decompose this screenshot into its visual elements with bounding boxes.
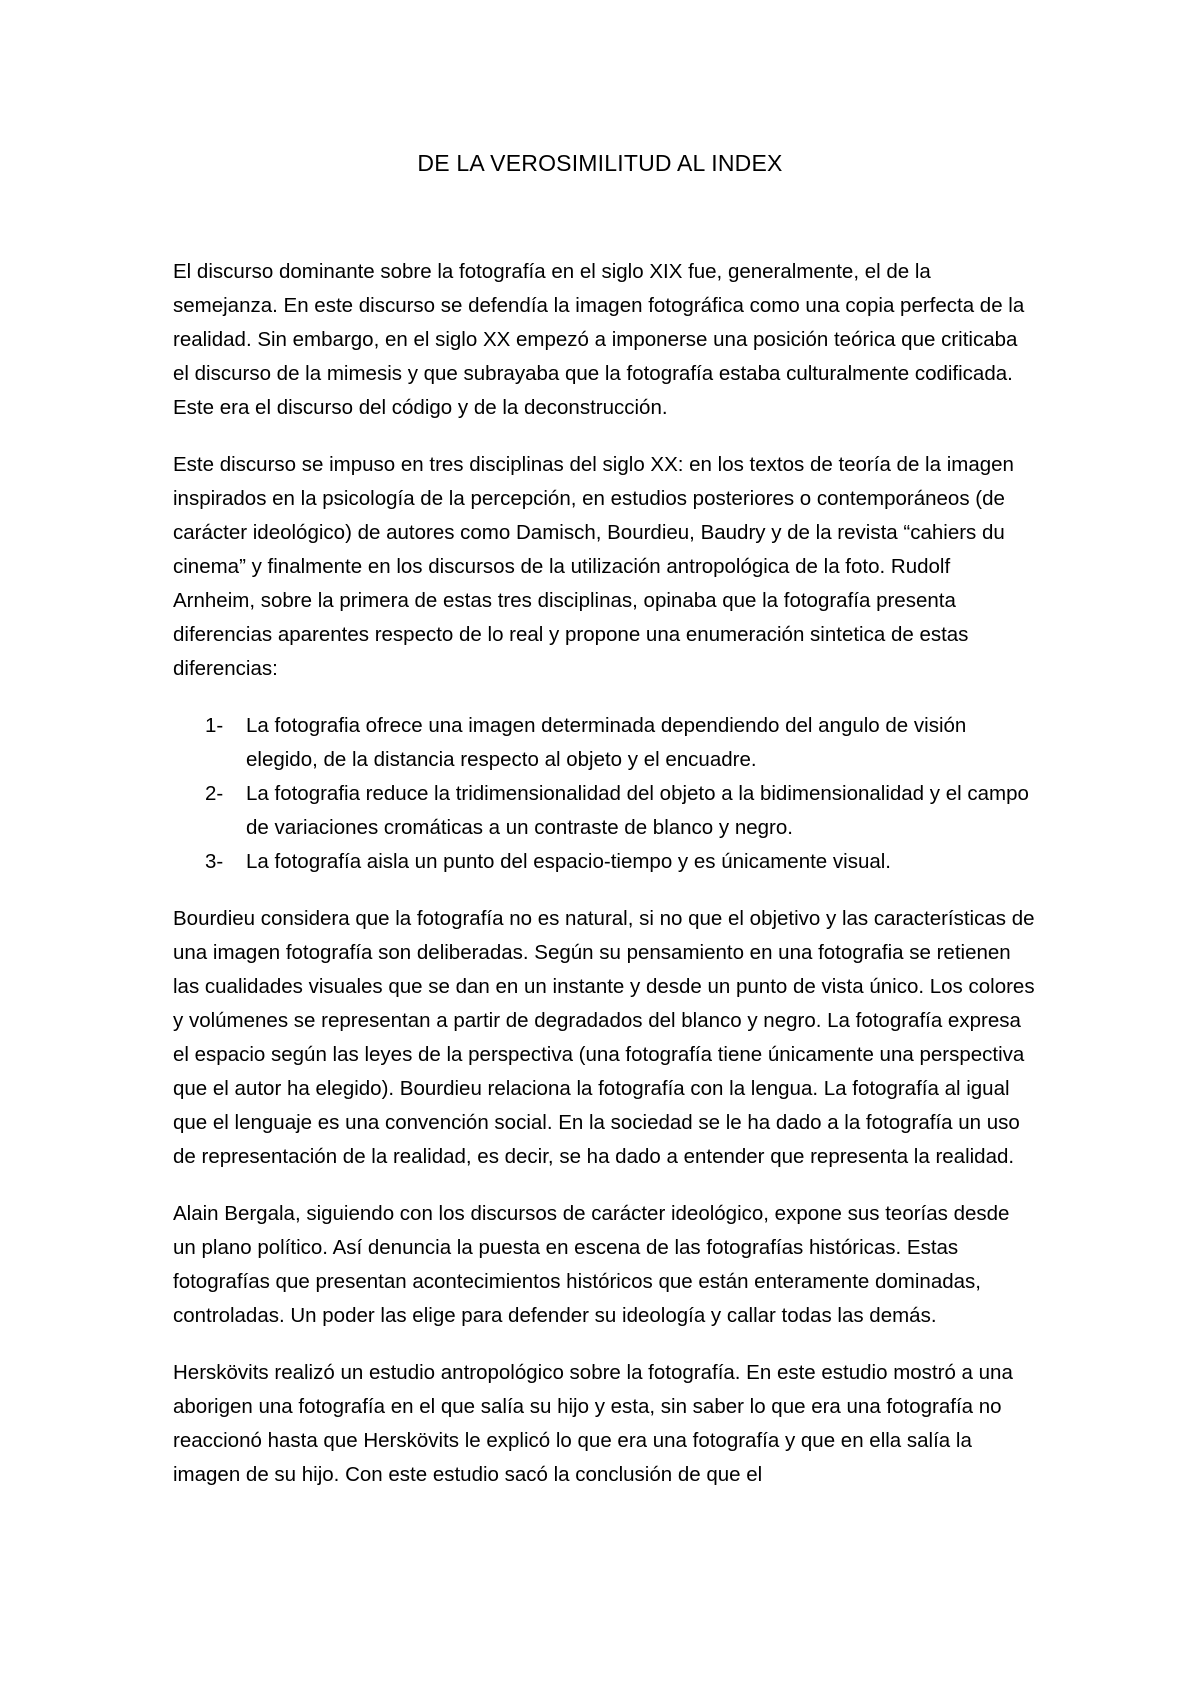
document-title: DE LA VEROSIMILITUD AL INDEX — [417, 150, 783, 176]
list-item — [173, 777, 1035, 845]
numbered-list — [173, 709, 1035, 879]
document-body — [173, 255, 1035, 1515]
paragraph: Bourdieu considera que la fotografía no es natural, si no que el objetivo y las características de una imagen fotografía son deliberadas. Según su pensamiento en una fotografia se retienen las cualidades visuales que se dan en un instante y desde un punto de vista único. Los colores y volúmenes se representan a partir de degradados del blanco y negro. La fotografía expresa el espacio según las leyes de la perspectiva (una fotografía tiene únicamente una perspectiva que el autor ha elegido). Bourdieu relaciona la fotografía con la lengua. La fotografía al igual que el lenguaje es una convención social. En la sociedad se le ha dado a la fotografía un uso de representación de la realidad, es decir, se ha dado a entender que representa la realidad. — [173, 907, 1035, 1168]
paragraph: El discurso dominante sobre la fotografía en el siglo XIX fue, generalmente, el de la semejanza. En este discurso se defendía la imagen fotográfica como una copia perfecta de la realidad. Sin embargo, en el siglo XX empezó a imponerse una posición teórica que criticaba el discurso de la mimesis y que subrayaba que la fotografía estaba culturalmente codificada. Este era el discurso del código y de la deconstrucción. — [173, 260, 1025, 419]
list-item-number: 2- — [205, 782, 224, 805]
list-item-text: La fotografia reduce la tridimensionalidad del objeto a la bidimensionalidad y el campo de variaciones cromáticas a un contraste de blanco y negro. — [246, 782, 1029, 839]
list-item-number: 3- — [205, 850, 224, 873]
list-item-text: La fotografía aisla un punto del espacio-tiempo y es únicamente visual. — [246, 850, 891, 873]
paragraph: Alain Bergala, siguiendo con los discursos de carácter ideológico, expone sus teorías desde un plano político. Así denuncia la puesta en escena de las fotografías históricas. Estas fotografías que presentan acontecimientos históricos que están enteramente dominadas, controladas. Un poder las elige para defender su ideología y callar todas las demás. — [173, 1202, 1010, 1327]
paragraph: Herskövits realizó un estudio antropológico sobre la fotografía. En este estudio mostró a una aborigen una fotografía en el que salía su hijo y esta, sin saber lo que era una fotografía no reaccionó hasta que Herskövits le explicó lo que era una fotografía y que en ella salía la imagen de su hijo. Con este estudio sacó la conclusión de que el — [173, 1361, 1013, 1486]
list-item — [173, 709, 1035, 777]
list-item-number: 1- — [205, 714, 224, 737]
list-item-text: La fotografia ofrece una imagen determinada dependiendo del angulo de visión elegido, de la distancia respecto al objeto y el encuadre. — [246, 714, 967, 771]
list-item — [173, 845, 1035, 879]
paragraph: Este discurso se impuso en tres disciplinas del siglo XX: en los textos de teoría de la imagen inspirados en la psicología de la percepción, en estudios posteriores o contemporáneos (de carácter ideológico) de autores como Damisch, Bourdieu, Baudry y de la revista “cahiers du cinema” y finalmente en los discursos de la utilización antropológica de la foto. Rudolf Arnheim, sobre la primera de estas tres disciplinas, opinaba que la fotografía presenta diferencias aparentes respecto de lo real y propone una enumeración sintetica de estas diferencias: — [173, 453, 1014, 680]
